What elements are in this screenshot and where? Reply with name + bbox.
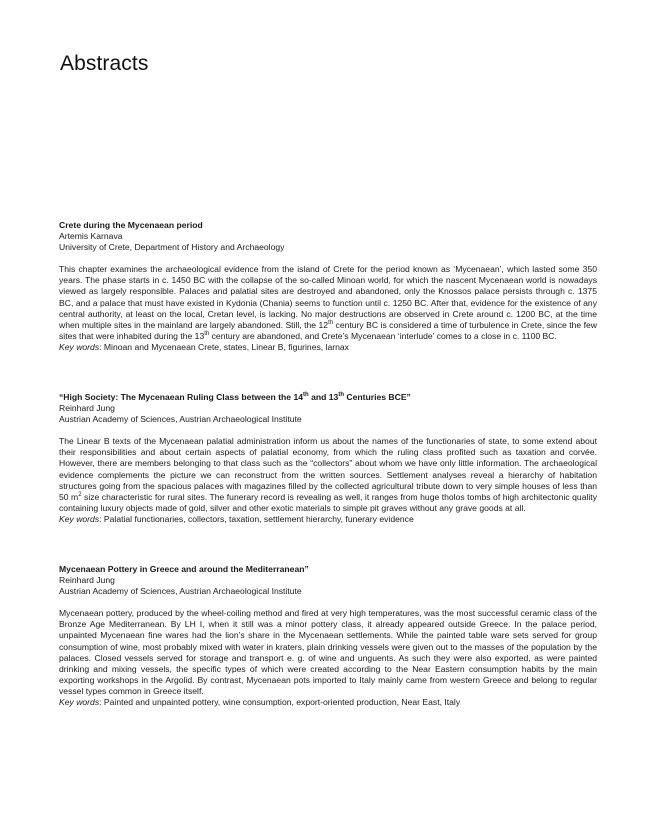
- superscript: th: [303, 392, 309, 399]
- page-title: Abstracts: [60, 52, 149, 75]
- superscript: th: [328, 319, 334, 326]
- keywords-label: Key words: [59, 513, 100, 524]
- abstract-title: Crete during the Mycenaean period: [59, 220, 203, 230]
- title-text: Centuries BCE”: [344, 392, 411, 402]
- keywords-line: [59, 514, 597, 525]
- keywords: : Minoan and Mycenaean Crete, states, Linear B, figurines, larnax: [99, 341, 349, 352]
- keywords-line: [59, 342, 597, 353]
- abstract-body: [59, 264, 597, 353]
- abstract-affiliation: Austrian Academy of Sciences, Austrian Archaeological Institute: [59, 414, 302, 425]
- abstract-affiliation: Austrian Academy of Sciences, Austrian Archaeological Institute: [59, 586, 302, 597]
- body-text: century are abandoned, and Crete’s Mycenaean ‘interlude’ comes to a close in c. 1100 BC.: [209, 330, 557, 341]
- title-text: and 13: [308, 392, 339, 402]
- keywords: : Painted and unpainted pottery, wine consumption, export-oriented production, Near East, Italy: [99, 697, 461, 708]
- body-text: The Linear B texts of the Mycenaean palatial administration inform us about the names of the functionaries of state, to some extend about their responsibilities and about certain aspects of palatial economy, from which the ruling class profited such as taxation and corvée. However, there are members belonging to that class such as the “collectors” about whom we have only little information. The archaeological evidence complements the picture we can reconstruct from the written sources. Settlement analyses reveal a hierarchy of habitation structures going from the spacious palaces with magazines filled by the collected agricultural tribute down to very simple houses of less than 50 m: [59, 436, 597, 502]
- body-text: century BC is considered a time of turbulence in Crete, since the few sites that were inhabited during the 13: [59, 319, 597, 341]
- abstract-author: Reinhard Jung: [59, 403, 115, 414]
- abstract-title: Mycenaean Pottery in Greece and around the Mediterranean”: [59, 564, 309, 574]
- superscript: th: [338, 392, 344, 399]
- abstract-author: Artemis Karnava: [59, 231, 123, 242]
- abstract-title: [59, 392, 597, 403]
- abstract-author: Reinhard Jung: [59, 575, 115, 586]
- keywords-label: Key words: [59, 341, 100, 352]
- keywords: : Palatial functionaries, collectors, taxation, settlement hierarchy, funerary evidence: [99, 513, 414, 524]
- body-text: Mycenaean pottery, produced by the wheel-coiling method and fired at very high temperatures, was the most successful ceramic class of the Bronze Age Mediterranean. By LH I, when it still was a minor pottery class, it already appeared outside Greece. In the palace period, unpainted Mycenaean fine wares had the lion’s share in the Mycenaean settlements. While the painted table ware sets served for group consumption of wine, most probably mixed with water in kraters, plain drinking vessels were given out to the masses of the population by the palaces. Closed vessels served for storage and transport e. g. of wine and unguents. As such they were also exported, as were painted drinking and mixing vessels, the specific types of which were created according to the Near Eastern consumption habits by the main exporting workshops in the Argolid. By contrast, Mycenaean pots imported to Italy mainly came from western Greece and belong to regular vessel types common in Greece itself.: [59, 608, 597, 696]
- title-text: “High Society: The Mycenaean Ruling Class between the 14: [59, 392, 304, 402]
- abstract-crete: [59, 220, 597, 353]
- abstract-mycenaean-pottery: [59, 564, 597, 708]
- abstract-body: [59, 436, 597, 525]
- keywords-label: Key words: [59, 697, 100, 708]
- abstract-body: [59, 608, 597, 708]
- superscript: 2: [78, 491, 82, 498]
- body-text: size characteristic for rural sites. The funerary record is revealing as well, it ranges from huge tholos tombs of high architectonic quality containing luxury objects made of gold, silver and other exotic materials to simple pit graves without any grave goods at all.: [59, 491, 597, 513]
- body-text: This chapter examines the archaeological evidence from the island of Crete for the period known as ‘Mycenaean’, which lasted some 350 years. The phase starts in c. 1450 BC with the collapse of the so-called Minoan world, for which the nascent Mycenaean world is nowadays viewed as largely responsible. Palaces and palatial sites are destroyed and abandoned, only the Knossos palace persists through c. 1375 BC, and a palace that must have existed in Kydonia (Chania) seems to function until c. 1250 BC. After that, evidence for the existence of any central authority, at least on the local, Cretan level, is lacking. No major destructions are observed in Crete around c. 1200 BC, at the time when multiple sites in the mainland are largely abandoned. Still, the 12: [59, 264, 597, 330]
- abstract-affiliation: University of Crete, Department of History and Archaeology: [59, 242, 285, 253]
- keywords-line: [59, 697, 597, 708]
- superscript: th: [204, 330, 210, 337]
- abstract-high-society: [59, 392, 597, 525]
